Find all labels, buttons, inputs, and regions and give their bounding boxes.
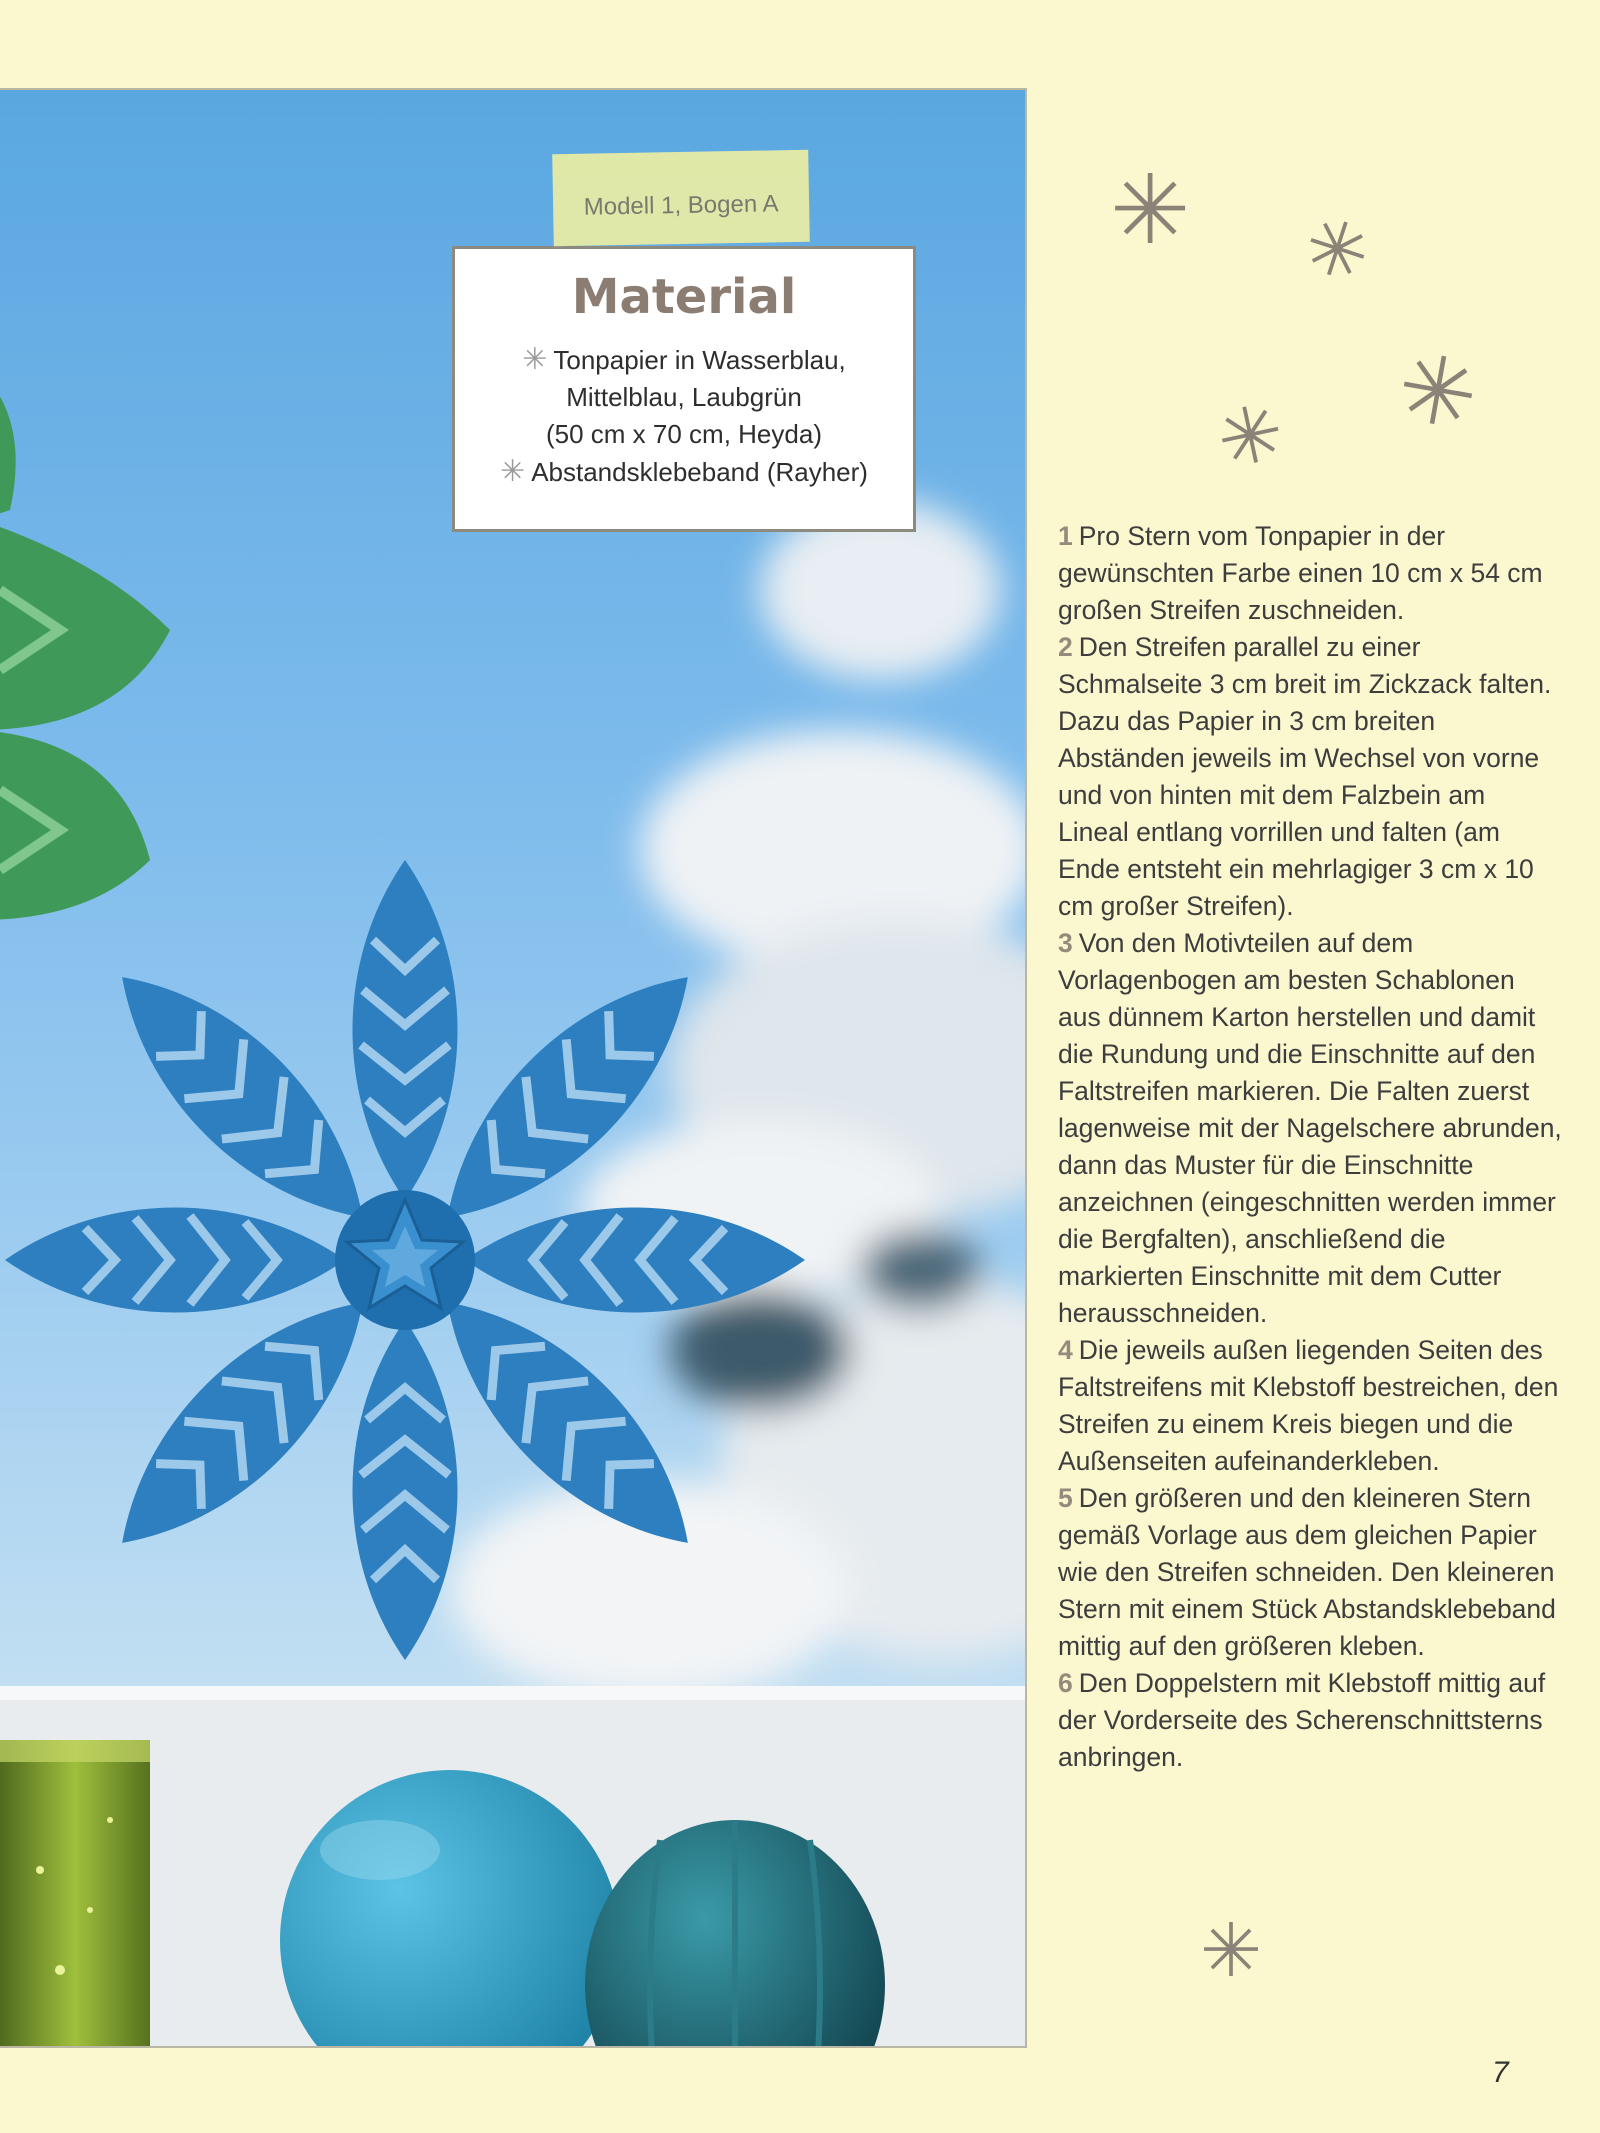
step-number: 3: [1058, 928, 1073, 958]
step-number: 4: [1058, 1335, 1073, 1365]
asterisk-icon: ✳: [500, 455, 526, 488]
glass-candle-holder: [0, 1740, 150, 2046]
green-paper-star: [0, 370, 170, 920]
step-text: Von den Motivteilen auf dem Vorlagenbogen am besten Schablonen aus dünnem Karton herstellen und damit die Rundung und die Einschnitte auf den Faltstreifen markieren. Die Falten zuerst lagenweise mit der Nagelschere abrunden, dann das Muster für die Einschnitte anzeichnen (eingeschnitten werden immer die Bergfalten), anschließend die markierten Einschnitte mit dem Cutter herausschneiden.: [1058, 928, 1562, 1328]
step-text: Pro Stern vom Tonpapier in der gewünschten Farbe einen 10 cm x 54 cm großen Streifen zuschneiden.: [1058, 521, 1543, 625]
step-text: Den Streifen parallel zu einer Schmalseite 3 cm breit im Zickzack falten. Dazu das Papier in 3 cm breiten Abständen jeweils im Wechsel von vorne und von hinten mit dem Falzbein am Lineal entlang vorrillen und falten (am Ende entsteht ein mehrlagiger 3 cm x 10 cm großer Streifen).: [1058, 632, 1552, 921]
asterisk-icon: ✳: [1389, 331, 1486, 454]
instruction-step: [1058, 925, 1562, 1332]
step-number: 6: [1058, 1668, 1073, 1698]
step-number: 5: [1058, 1483, 1073, 1513]
masking-tape-label: [552, 150, 810, 246]
material-list: [455, 341, 913, 491]
instructions: [1058, 518, 1562, 1776]
asterisk-icon: ✳: [1110, 154, 1191, 266]
page-number: 7: [1492, 2056, 1509, 2089]
material-line: Mittelblau, Laubgrün: [566, 382, 802, 412]
step-number: 2: [1058, 632, 1073, 662]
instruction-step: [1058, 1332, 1562, 1480]
step-text: Die jeweils außen liegenden Seiten des Faltstreifens mit Klebstoff bestreichen, den Streifen zu einem Kreis biegen und die Außenseiten aufeinanderkleben.: [1058, 1335, 1559, 1476]
instruction-step: [1058, 1665, 1562, 1776]
material-title: Material: [571, 269, 797, 325]
blue-paper-star: [5, 860, 805, 1660]
tape-label-text: Modell 1, Bogen A: [583, 190, 779, 221]
asterisk-icon: ✳: [1200, 1908, 1263, 1994]
instruction-step: [1058, 629, 1562, 925]
instruction-step: [1058, 518, 1562, 629]
asterisk-icon: ✳: [522, 343, 548, 376]
step-text: Den Doppelstern mit Klebstoff mittig auf der Vorderseite des Scherenschnittsterns anbringen.: [1058, 1668, 1546, 1772]
material-card: [452, 246, 916, 532]
material-line: (50 cm x 70 cm, Heyda): [546, 419, 822, 449]
asterisk-icon: ✳: [1292, 197, 1382, 302]
step-text: Den größeren und den kleineren Stern gemäß Vorlage aus dem gleichen Papier wie den Streifen schneiden. Den kleineren Stern mit einem Stück Abstandsklebeband mittig auf den größeren kleben.: [1058, 1483, 1556, 1661]
step-number: 1: [1058, 521, 1073, 551]
instruction-step: [1058, 1480, 1562, 1665]
asterisk-icon: ✳: [1209, 386, 1293, 488]
material-line: ✳ Tonpapier in Wasserblau,: [522, 343, 846, 376]
material-line: ✳ Abstandsklebeband (Rayher): [500, 455, 868, 488]
